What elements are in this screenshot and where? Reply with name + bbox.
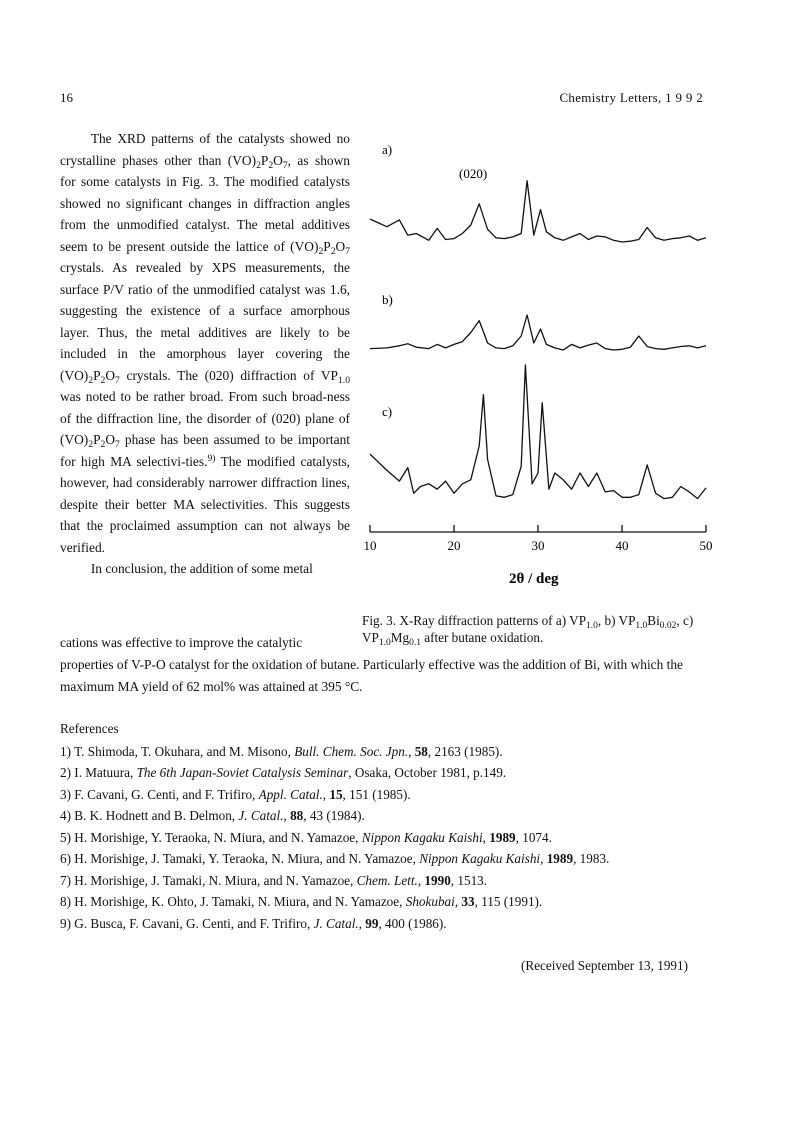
xrd-figure: [355, 130, 725, 600]
references-title: References: [60, 721, 119, 736]
x-tick-label: 50: [699, 538, 713, 553]
panel-label-b: b): [382, 292, 393, 307]
paragraph-1: The XRD patterns of the catalysts showed no crystalline phases other than $(VO)_2P_2O_7$, as shown for some catalysts in Fig. 3. The modified catalysts showed no significant changes in diffraction angles from the unmodified catalyst. The metal additives seem to be present outside the lattice of $(VO)_2P_2O_7$ crystals. As revealed by XPS measurements, the surface P/V ratio of the unmodified catalyst was 1.6, suggesting the existence of a surface amorphous layer. Thus, the metal additives are likely to be included in the amorphous layer covering the $(VO)_2P_2O_7$ crystals. The (020) diffraction of $VP_{1.0}$ was noted to be rather broad. From such broad-ness of the diffraction line, the disorder of (020) plane of $(VO)_2P_2O_7$ phase has been assumed to be important for high MA selectivi-ties.$^{9)}$ The modified catalysts, however, had considerably narrower diffraction lines, despite their better MA selectivities. This suggests that the proclaimed assumption can not always be verified.: [60, 131, 350, 555]
references-section: [60, 718, 760, 934]
xrd-trace-a: [370, 181, 706, 242]
reference-item: 2) I. Matuura, The 6th Japan-Soviet Catalysis Seminar, Osaka, October 1981, p.149.: [60, 765, 507, 780]
reference-item: 4) B. K. Hodnett and B. Delmon, J. Catal., 88, 43 (1984).: [60, 808, 365, 823]
reference-item: 3) F. Cavani, G. Centi, and F. Trifiro, Appl. Catal., 15, 151 (1985).: [60, 786, 411, 802]
page-number: 16: [60, 90, 73, 105]
reference-item: 8) H. Morishige, K. Ohto, J. Tamaki, N. Miura, and N. Yamazoe, Shokubai, 33, 115 (1991).: [60, 894, 543, 909]
xrd-trace-c: [370, 365, 706, 499]
reference-item: 7) H. Morishige, J. Tamaki, N. Miura, and N. Yamazoe, Chem. Lett., 1990, 1513.: [60, 872, 488, 888]
panel-label-c: c): [382, 404, 393, 419]
body-text-column: [60, 128, 350, 580]
reference-list: [60, 741, 760, 935]
paragraph-2-start: In conclusion, the addition of some metal: [90, 561, 313, 576]
peak-label-020: (020): [459, 166, 488, 181]
journal-header: Chemistry Letters, 1 9 9 2: [559, 90, 703, 105]
xrd-trace-b: [370, 315, 706, 350]
reference-item: 9) G. Busca, F. Cavani, G. Centi, and F. Trifiro, J. Catal., 99, 400 (1986).: [60, 915, 447, 931]
x-tick-label: 40: [615, 538, 629, 553]
xrd-chart: [355, 130, 725, 600]
xrd-traces: [370, 181, 706, 499]
x-axis-label: 2θ / deg: [509, 571, 559, 587]
paragraph-2-end: properties of V-P-O catalyst for the oxidation of butane. Particularly effective was the addition of Bi, with which the maximum MA yield of 62 mol% was attained at 395 °C.: [60, 657, 684, 694]
x-axis: [364, 525, 713, 553]
reference-item: 1) T. Shimoda, T. Okuhara, and M. Misono, Bull. Chem. Soc. Jpn., 58, 2163 (1985).: [60, 743, 503, 759]
x-tick-label: 20: [447, 538, 461, 553]
received-date: (Received September 13, 1991): [521, 958, 688, 973]
paragraph-2-wrap: cations was effective to improve the catalytic: [60, 635, 303, 650]
reference-item: 6) H. Morishige, J. Tamaki, Y. Teraoka, N. Miura, and N. Yamazoe, Nippon Kagaku Kaishi, 1989, 1983.: [60, 851, 610, 866]
reference-item: 5) H. Morishige, Y. Teraoka, N. Miura, and N. Yamazoe, Nippon Kagaku Kaishi, 1989, 1074.: [60, 829, 552, 845]
figure-caption: Fig. 3. X-Ray diffraction patterns of a) $VP_{1.0}$, b) $VP_{1.0}Bi_{0.02}$, c) $VP_{1.0}Mg_{0.1}$ after butane oxidation.: [362, 613, 694, 648]
panel-label-a: a): [382, 142, 393, 157]
x-tick-label: 30: [531, 538, 545, 553]
x-tick-label: 10: [363, 538, 377, 553]
